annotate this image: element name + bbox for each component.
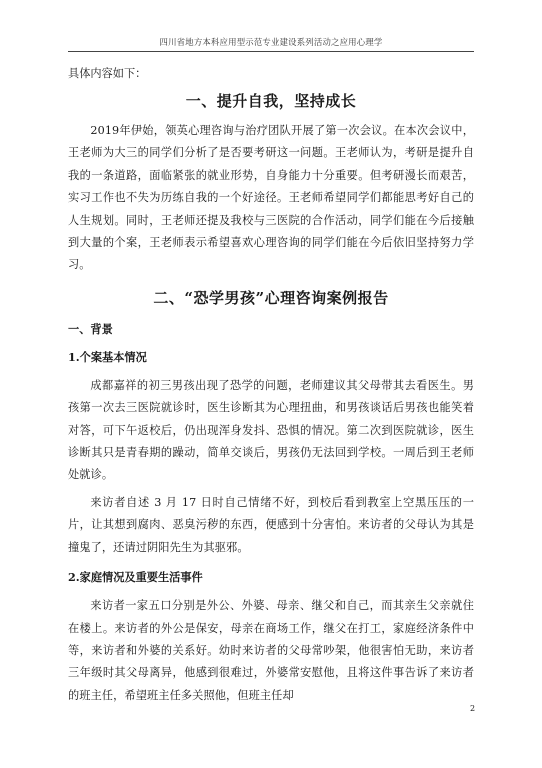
section-2-heading: 二、“恐学男孩”心理咨询案例报告	[153, 288, 389, 307]
case-info-paragraph-2: 来访者自述 3 月 17 日时自己情绪不好，到校后看到教室上空黑压压的一片，让其想到腐肉、恶臭污秽的东西，便感到十分害怕。来访者的父母认为其是撞鬼了，还请过阴阳先生为其驱邪。	[68, 495, 474, 554]
page-number: 2	[470, 704, 476, 713]
page-header: 四川省地方本科应用型示范专业建设系列活动之应用心理学	[159, 37, 383, 47]
document-body	[68, 64, 474, 707]
section-1-paragraph: 2019年伊始，领英心理咨询与治疗团队开展了第一次会议。在本次会议中，王老师为大三的同学们分析了是否要考研这一问题。王老师认为，考研是提升自我的一条道路，面临紧张的就业形势，自身能力十分重要。但考研漫长而艰苦，实习工作也不失为历练自我的一个好途径。王老师希望同学们都能思考好自己的人生规划。同时，王老师还提及我校与三医院的合作活动，同学们能在今后接触到大量的个案，王老师表示希望喜欢心理咨询的同学们能在今后依旧坚持努力学习。	[68, 124, 474, 272]
family-paragraph: 来访者一家五口分别是外公、外婆、母亲、继父和自己，而其亲生父亲就住在楼上。来访者的外公是保安，母亲在商场工作，继父在打工，家庭经济条件中等，来访者和外婆的关系好。幼时来访者的父母常吵架，他很害怕无助，来访者三年级时其父母离异，他感到很难过，外婆常安慰他，且将这件事告诉了来访者的班主任，希望班主任多关照他，但班主任却	[68, 599, 474, 702]
intro-text: 具体内容如下：	[68, 67, 147, 80]
header-rule	[68, 51, 474, 52]
case-info-heading: 1.个案基本情况	[68, 349, 147, 364]
case-info-paragraph-1: 成都嘉祥的初三男孩出现了恐学的问题，老师建议其父母带其去看医生。男孩第一次去三医院就诊时，医生诊断其为心理扭曲，和男孩谈话后男孩也能笑着对答，可下午返校后，仍出现浑身发抖、恐惧的情况。第二次到医院就诊，医生诊断其只是青春期的躁动，简单交谈后，男孩仍无法回到学校。一周后到王老师处就诊。	[68, 378, 474, 482]
family-heading: 2.家庭情况及重要生活事件	[68, 570, 203, 585]
section-1-heading: 一、提升自我，坚持成长	[185, 92, 357, 110]
background-heading: 一、背景	[68, 321, 113, 336]
